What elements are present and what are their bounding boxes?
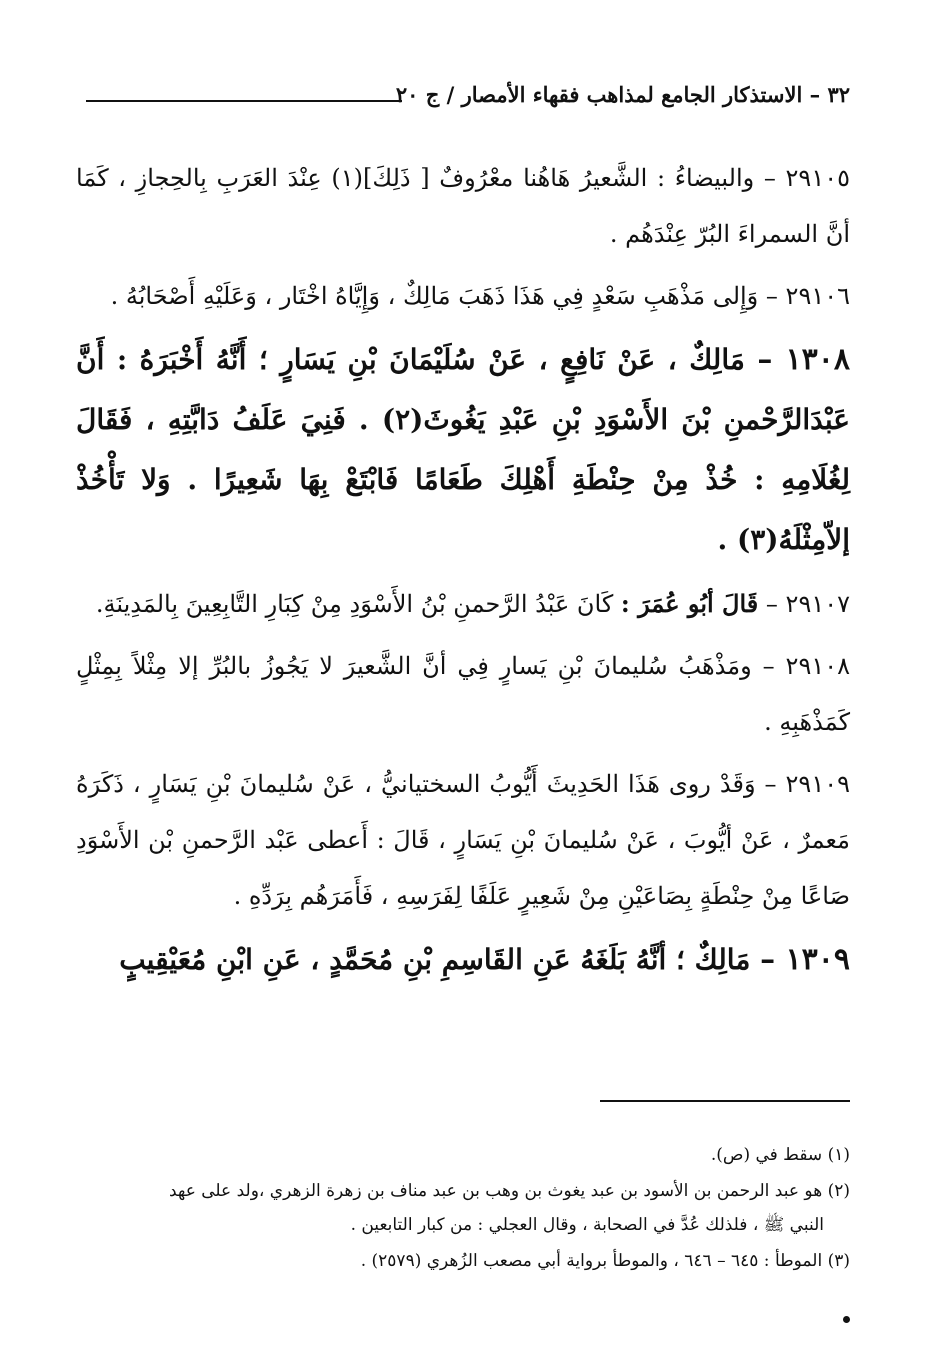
paragraph-number: ٢٩١٠٦ – xyxy=(765,282,850,310)
paragraph-text: كَانَ عَبْدُ الرَّحمنِ بْنُ الأَسْوَدِ مِنْ كِبَارِ التَّابِعِينَ بِالمَدِينَةِ. xyxy=(95,590,614,618)
hadith-text: مَالِكٌ ، عَنْ نَافِعٍ ، عَنْ سُلَيْمَانَ بْنِ يَسَارٍ ؛ أَنَّهُ أَخْبَرَهُ : أَنَّ عَبْدَالرَّحْمنِ بْنَ الأَسْوَدِ بْنِ عَبْدِ يَغُوثَ(٢) . فَنِيَ عَلَفُ دَابَّتِهِ ، فَقَالَ لِغُلَامِهِ : خُذْ مِنْ حِنْطَةِ أَهْلِكَ طَعَامًا فَابْتَعْ بِهَا شَعِيرًا . وَلا تَأْخُذْ إلاّمِثْلَهُ(٣) . xyxy=(76,343,850,556)
footnote-text: الموطأ : ٦٤٥ – ٦٤٦ ، والموطأ برواية أبي مصعب الزُهري (٢٥٧٩) . xyxy=(360,1251,823,1271)
paragraph-text: ومَذْهَبُ سُليمانَ بْنِ يَسارٍ فِي أنَّ الشَّعيرَ لا يَجُوزُ بالبُرِّ إلا مِثْلاً بِمِثْلٍ كَمَذْهَبِهِ . xyxy=(76,652,850,736)
running-header xyxy=(86,80,850,120)
paragraph-number: ٢٩١٠٩ – xyxy=(764,770,850,798)
paragraph-29105 xyxy=(76,150,850,262)
hadith-1308 xyxy=(76,330,850,570)
hadith-text: مَالِكٌ ؛ أنَّهُ بَلَغَهُ عَنِ القَاسِمِ بْنِ مُحَمَّدٍ ، عَنِ ابْنِ مُعَيْقِيبٍ xyxy=(119,943,751,976)
footnote-1 xyxy=(76,1138,850,1172)
footnote-text: سقط في (ص). xyxy=(710,1145,823,1165)
hadith-1309 xyxy=(76,930,850,990)
paragraph-text: والبيضاءُ : الشَّعيرُ هَاهُنا معْرُوفٌ [ ذَلِكَ](١) عِنْدَ العَرَبِ بِالحِجازِ ، كَمَا أنَّ السمراءَ البُرّ عِنْدَهُم . xyxy=(76,164,850,248)
paragraph-number: ٢٩١٠٥ – xyxy=(763,164,850,192)
footnotes xyxy=(76,1138,850,1280)
speaker-label: قَالَ أبُو عُمَرَ : xyxy=(620,589,759,618)
hadith-number: ١٣٠٨ – xyxy=(757,342,850,377)
paragraph-number: ٢٩١٠٧ – xyxy=(765,590,850,618)
footnote-2 xyxy=(76,1174,850,1242)
paragraph-29107 xyxy=(76,576,850,632)
footnote-text-continued: النبي ﷺ ، فلذلك عُدَّ في الصحابة ، وقال العجلي : من كبار التابعين . xyxy=(350,1215,824,1235)
main-text xyxy=(76,150,850,996)
paragraph-text: وَقَدْ روى هَذَا الحَدِيثَ أَيُّوبُ السختيانيُّ ، عَنْ سُليمانَ بْنِ يَسَارٍ ، ذَكَرَهُ مَعمرٌ ، عَنْ أيُّوبَ ، عَنْ سُليمانَ بْنِ يَسَارٍ ، قَالَ : أَعطى عَبْد الرَّحمنِ بْن الأَسْوَدِ صَاعًا مِنْ حِنْطَةٍ بِصَاعَيْنِ مِنْ شَعِيرٍ عَلَفًا لِفَرَسِهِ ، فَأَمَرَهُم بِرَدِّهِ . xyxy=(76,770,850,910)
footnote-mark: (٢) xyxy=(827,1181,850,1201)
hadith-number: ١٣٠٩ – xyxy=(760,942,850,977)
paragraph-29108 xyxy=(76,638,850,750)
page-end-dot xyxy=(843,1316,850,1323)
paragraph-29109 xyxy=(76,756,850,924)
footnote-mark: (١) xyxy=(827,1145,850,1165)
header-title: ٣٢ – الاستذكار الجامع لمذاهب فقهاء الأمصار / ج ٢٠ xyxy=(395,82,850,107)
paragraph-text: وَإِلى مَذْهَبِ سَعْدٍ فِي هَذَا ذَهَبَ مَالِكٌ ، وَإِيَّاهُ اخْتَار ، وَعَلَيْهِ أَصْحَابُهُ . xyxy=(110,282,759,310)
footnote-3 xyxy=(76,1244,850,1278)
footnote-text: هو عبد الرحمن بن الأسود بن عبد يغوث بن وهب بن عبد مناف بن زهرة الزهري ،ولد على عهد xyxy=(168,1181,823,1201)
header-rule xyxy=(86,100,402,102)
footnote-rule xyxy=(600,1100,850,1102)
paragraph-number: ٢٩١٠٨ – xyxy=(762,652,850,680)
paragraph-29106 xyxy=(76,268,850,324)
footnote-mark: (٣) xyxy=(827,1251,850,1271)
